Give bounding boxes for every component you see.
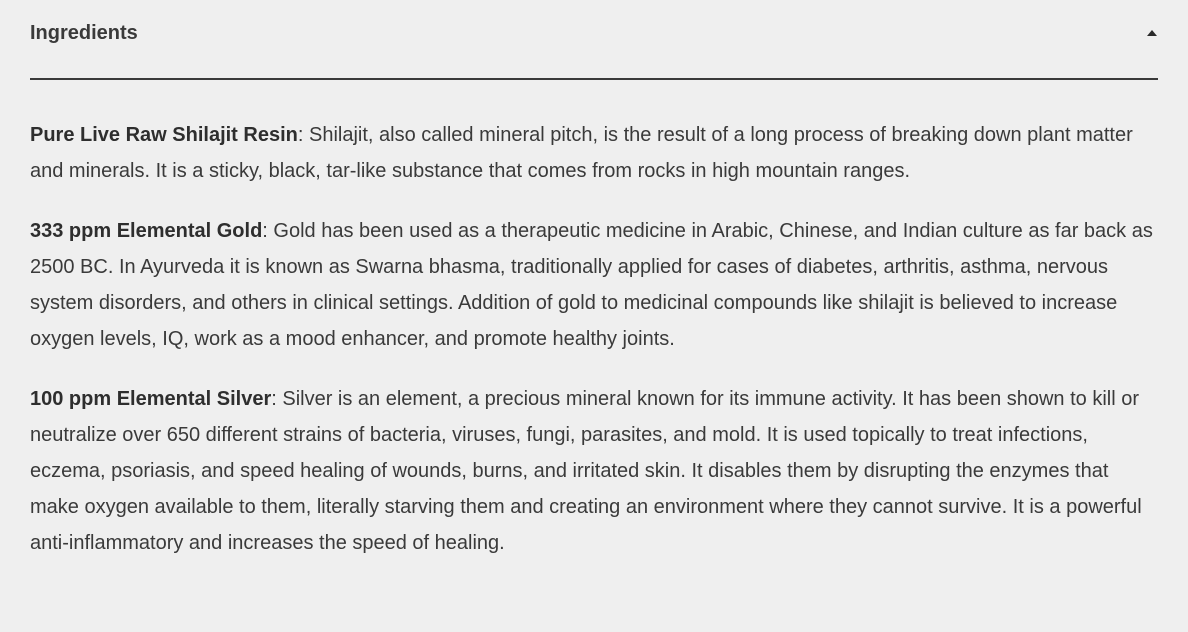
ingredient-description: Shilajit, also called mineral pitch, is the result of a long process of breaking down plant matter and minerals. It is a sticky, black, tar-like substance that comes from rocks in high mountain ranges. <box>30 124 1133 182</box>
accordion-body <box>30 80 1158 561</box>
accordion-header[interactable] <box>30 0 1158 80</box>
ingredient-gold <box>30 213 1158 357</box>
ingredient-separator: : <box>262 220 274 242</box>
accordion-title: Ingredients <box>30 21 138 44</box>
caret-up-icon[interactable] <box>1147 30 1157 36</box>
ingredient-silver <box>30 381 1158 561</box>
ingredient-name: Pure Live Raw Shilajit Resin <box>30 124 298 146</box>
ingredients-accordion <box>30 0 1158 561</box>
ingredient-description: Silver is an element, a precious mineral known for its immune activity. It has been shown to kill or neutralize over 650 different strains of bacteria, viruses, fungi, parasites, and mold. It is used topically to treat infections, eczema, psoriasis, and speed healing of wounds, burns, and irritated skin. It disables them by disrupting the enzymes that make oxygen available to them, literally starving them and creating an environment where they cannot survive. It is a powerful anti-inflammatory and increases the speed of healing. <box>30 388 1142 554</box>
ingredient-description: Gold has been used as a therapeutic medicine in Arabic, Chinese, and Indian culture as far back as 2500 BC. In Ayurveda it is known as Swarna bhasma, traditionally applied for cases of diabetes, arthritis, asthma, nervous system disorders, and others in clinical settings. Addition of gold to medicinal compounds like shilajit is believed to increase oxygen levels, IQ, work as a mood enhancer, and promote healthy joints. <box>30 220 1153 350</box>
ingredient-shilajit <box>30 117 1158 189</box>
ingredient-name: 100 ppm Elemental Silver <box>30 388 272 410</box>
ingredient-name: 333 ppm Elemental Gold <box>30 220 263 242</box>
ingredient-separator: : <box>297 124 309 146</box>
ingredient-separator: : <box>271 388 283 410</box>
